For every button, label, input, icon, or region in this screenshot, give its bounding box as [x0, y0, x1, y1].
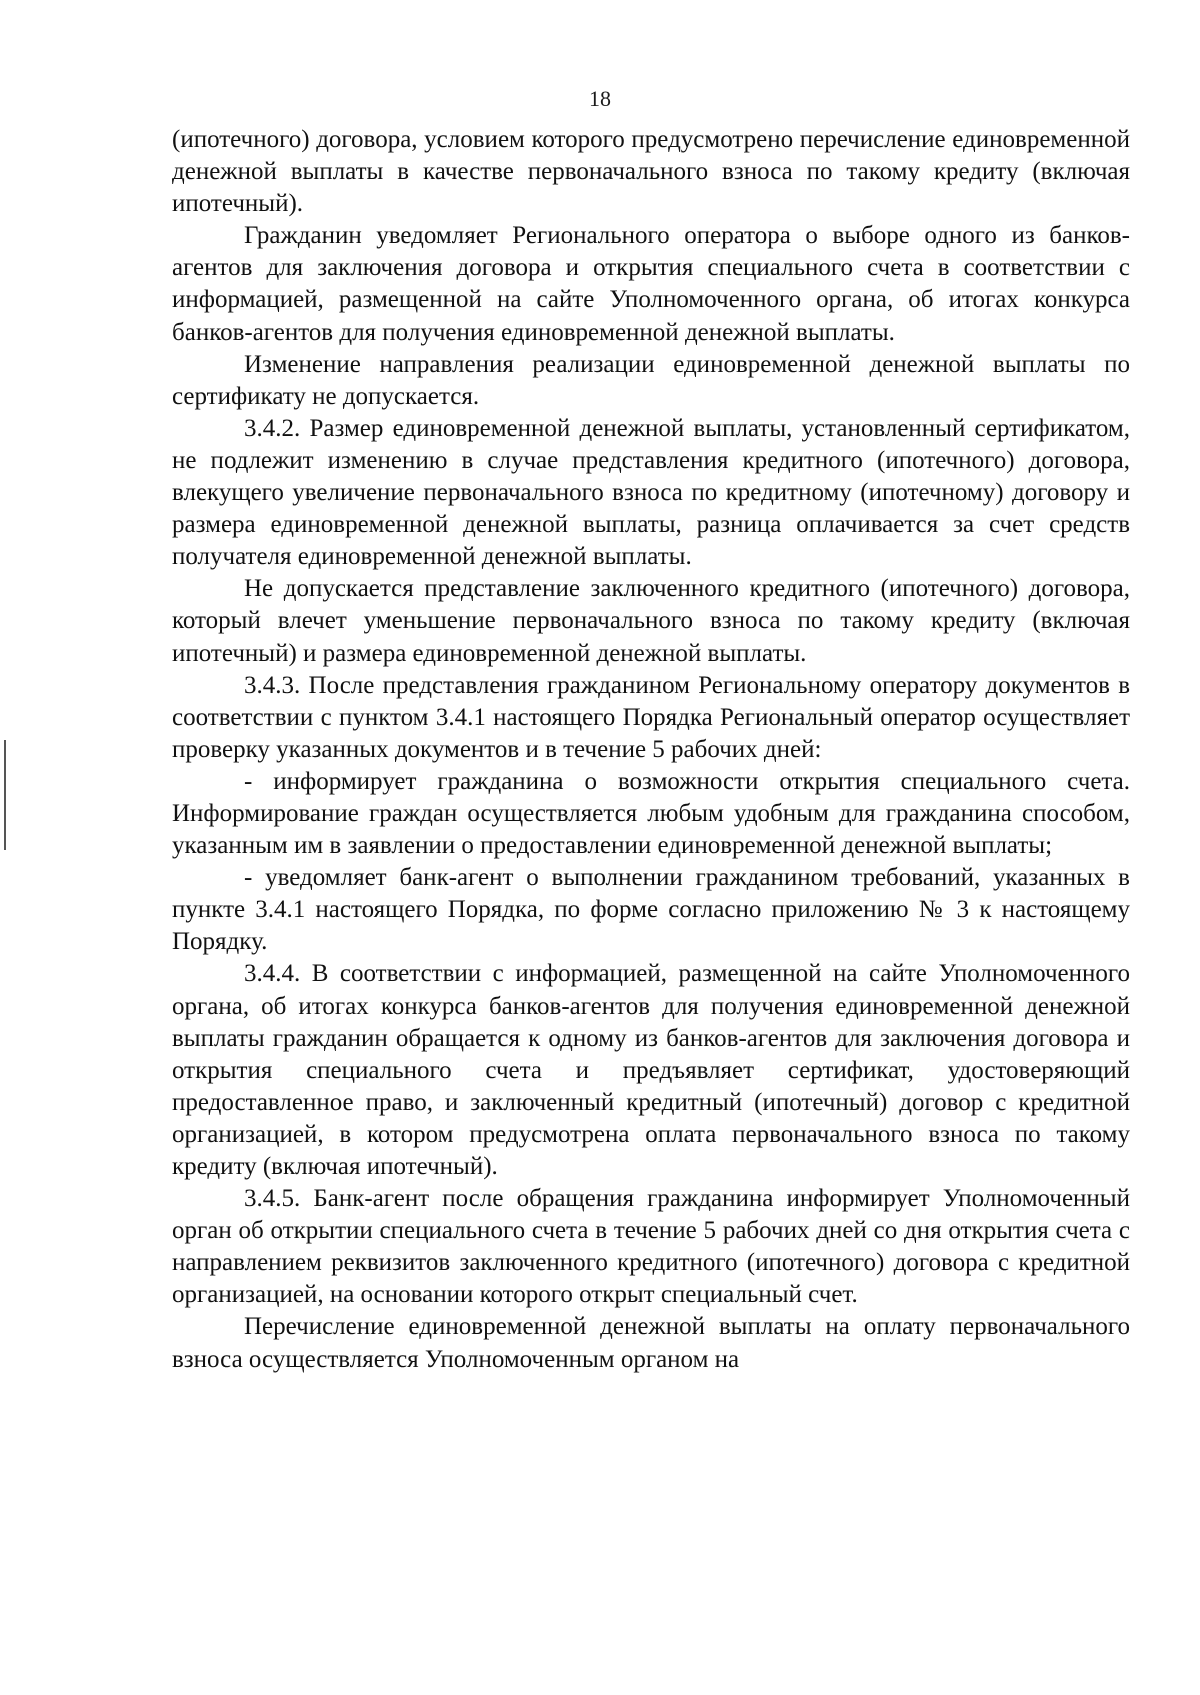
page-number: 18 [589, 86, 611, 111]
document-body [172, 124, 1130, 1376]
paragraph-3-4-4: 3.4.4. В соответствии с информацией, размещенной на сайте Уполномоченного органа, об итогах конкурса банков-агентов для получения единовременной денежной выплаты гражданин обращается к одному из банков-агентов для заключения договора и открытия специального счета и предъявляет сертификат, удостоверяющий предоставленное право, и заключенный кредитный (ипотечный) договор с кредитной организацией, в котором предусмотрена оплата первоначального взноса по такому кредиту (включая ипотечный). [172, 960, 1130, 1180]
paragraph-transfer: Перечисление единовременной денежной выплаты на оплату первоначального взноса осуществляется Уполномоченным органом на [172, 1313, 1130, 1373]
paragraph-bank-agent-choice: Гражданин уведомляет Регионального оператора о выборе одного из банков-агентов для заключения договора и открытия специального счета в соответствии с информацией, размещенной на сайте Уполномоченного органа, об итогах конкурса банков-агентов для получения единовременной денежной выплаты. [172, 222, 1130, 346]
paragraph-no-change-direction: Изменение направления реализации единовременной денежной выплаты по сертификату не допускается. [172, 350, 1130, 410]
paragraph-no-decrease: Не допускается представление заключенного кредитного (ипотечного) договора, который влечет уменьшение первоначального взноса по такому кредиту (включая ипотечный) и размера единовременной денежной выплаты. [172, 575, 1130, 667]
list-item-inform-citizen: - информирует гражданина о возможности открытия специального счета. Информирование граждан осуществляется любым удобным для гражданина способом, указанным им в заявлении о предоставлении единовременной денежной выплаты; [172, 767, 1130, 860]
paragraph-continuation: (ипотечного) договора, условием которого предусмотрено перечисление единовременной денежной выплаты в качестве первоначального взноса по такому кредиту (включая ипотечный). [172, 126, 1130, 218]
paragraph-3-4-3: 3.4.3. После представления гражданином Региональному оператору документов в соответствии с пунктом 3.4.1 настоящего Порядка Региональный оператор осуществляет проверку указанных документов и в течение 5 рабочих дней: [172, 671, 1130, 763]
paragraph-3-4-2: 3.4.2. Размер единовременной денежной выплаты, установленный сертификатом, не подлежит изменению в случае представления кредитного (ипотечного) договора, влекущего увеличение первоначального взноса по кредитному (ипотечному) договору и размера единовременной денежной выплаты, разница оплачивается за счет средств получателя единовременной денежной выплаты. [172, 414, 1130, 571]
list-item-notify-bank: - уведомляет банк-агент о выполнении гражданином требований, указанных в пункте 3.4.1 настоящего Порядка, по форме согласно приложению № 3 к настоящему Порядку. [172, 864, 1130, 956]
scan-edge-mark [4, 740, 6, 850]
paragraph-3-4-5: 3.4.5. Банк-агент после обращения гражданина информирует Уполномоченный орган об открытии специального счета в течение 5 рабочих дней со дня открытия счета с направлением реквизитов заключенного кредитного (ипотечного) договора с кредитной организацией, на основании которого открыт специальный счет. [172, 1185, 1130, 1309]
